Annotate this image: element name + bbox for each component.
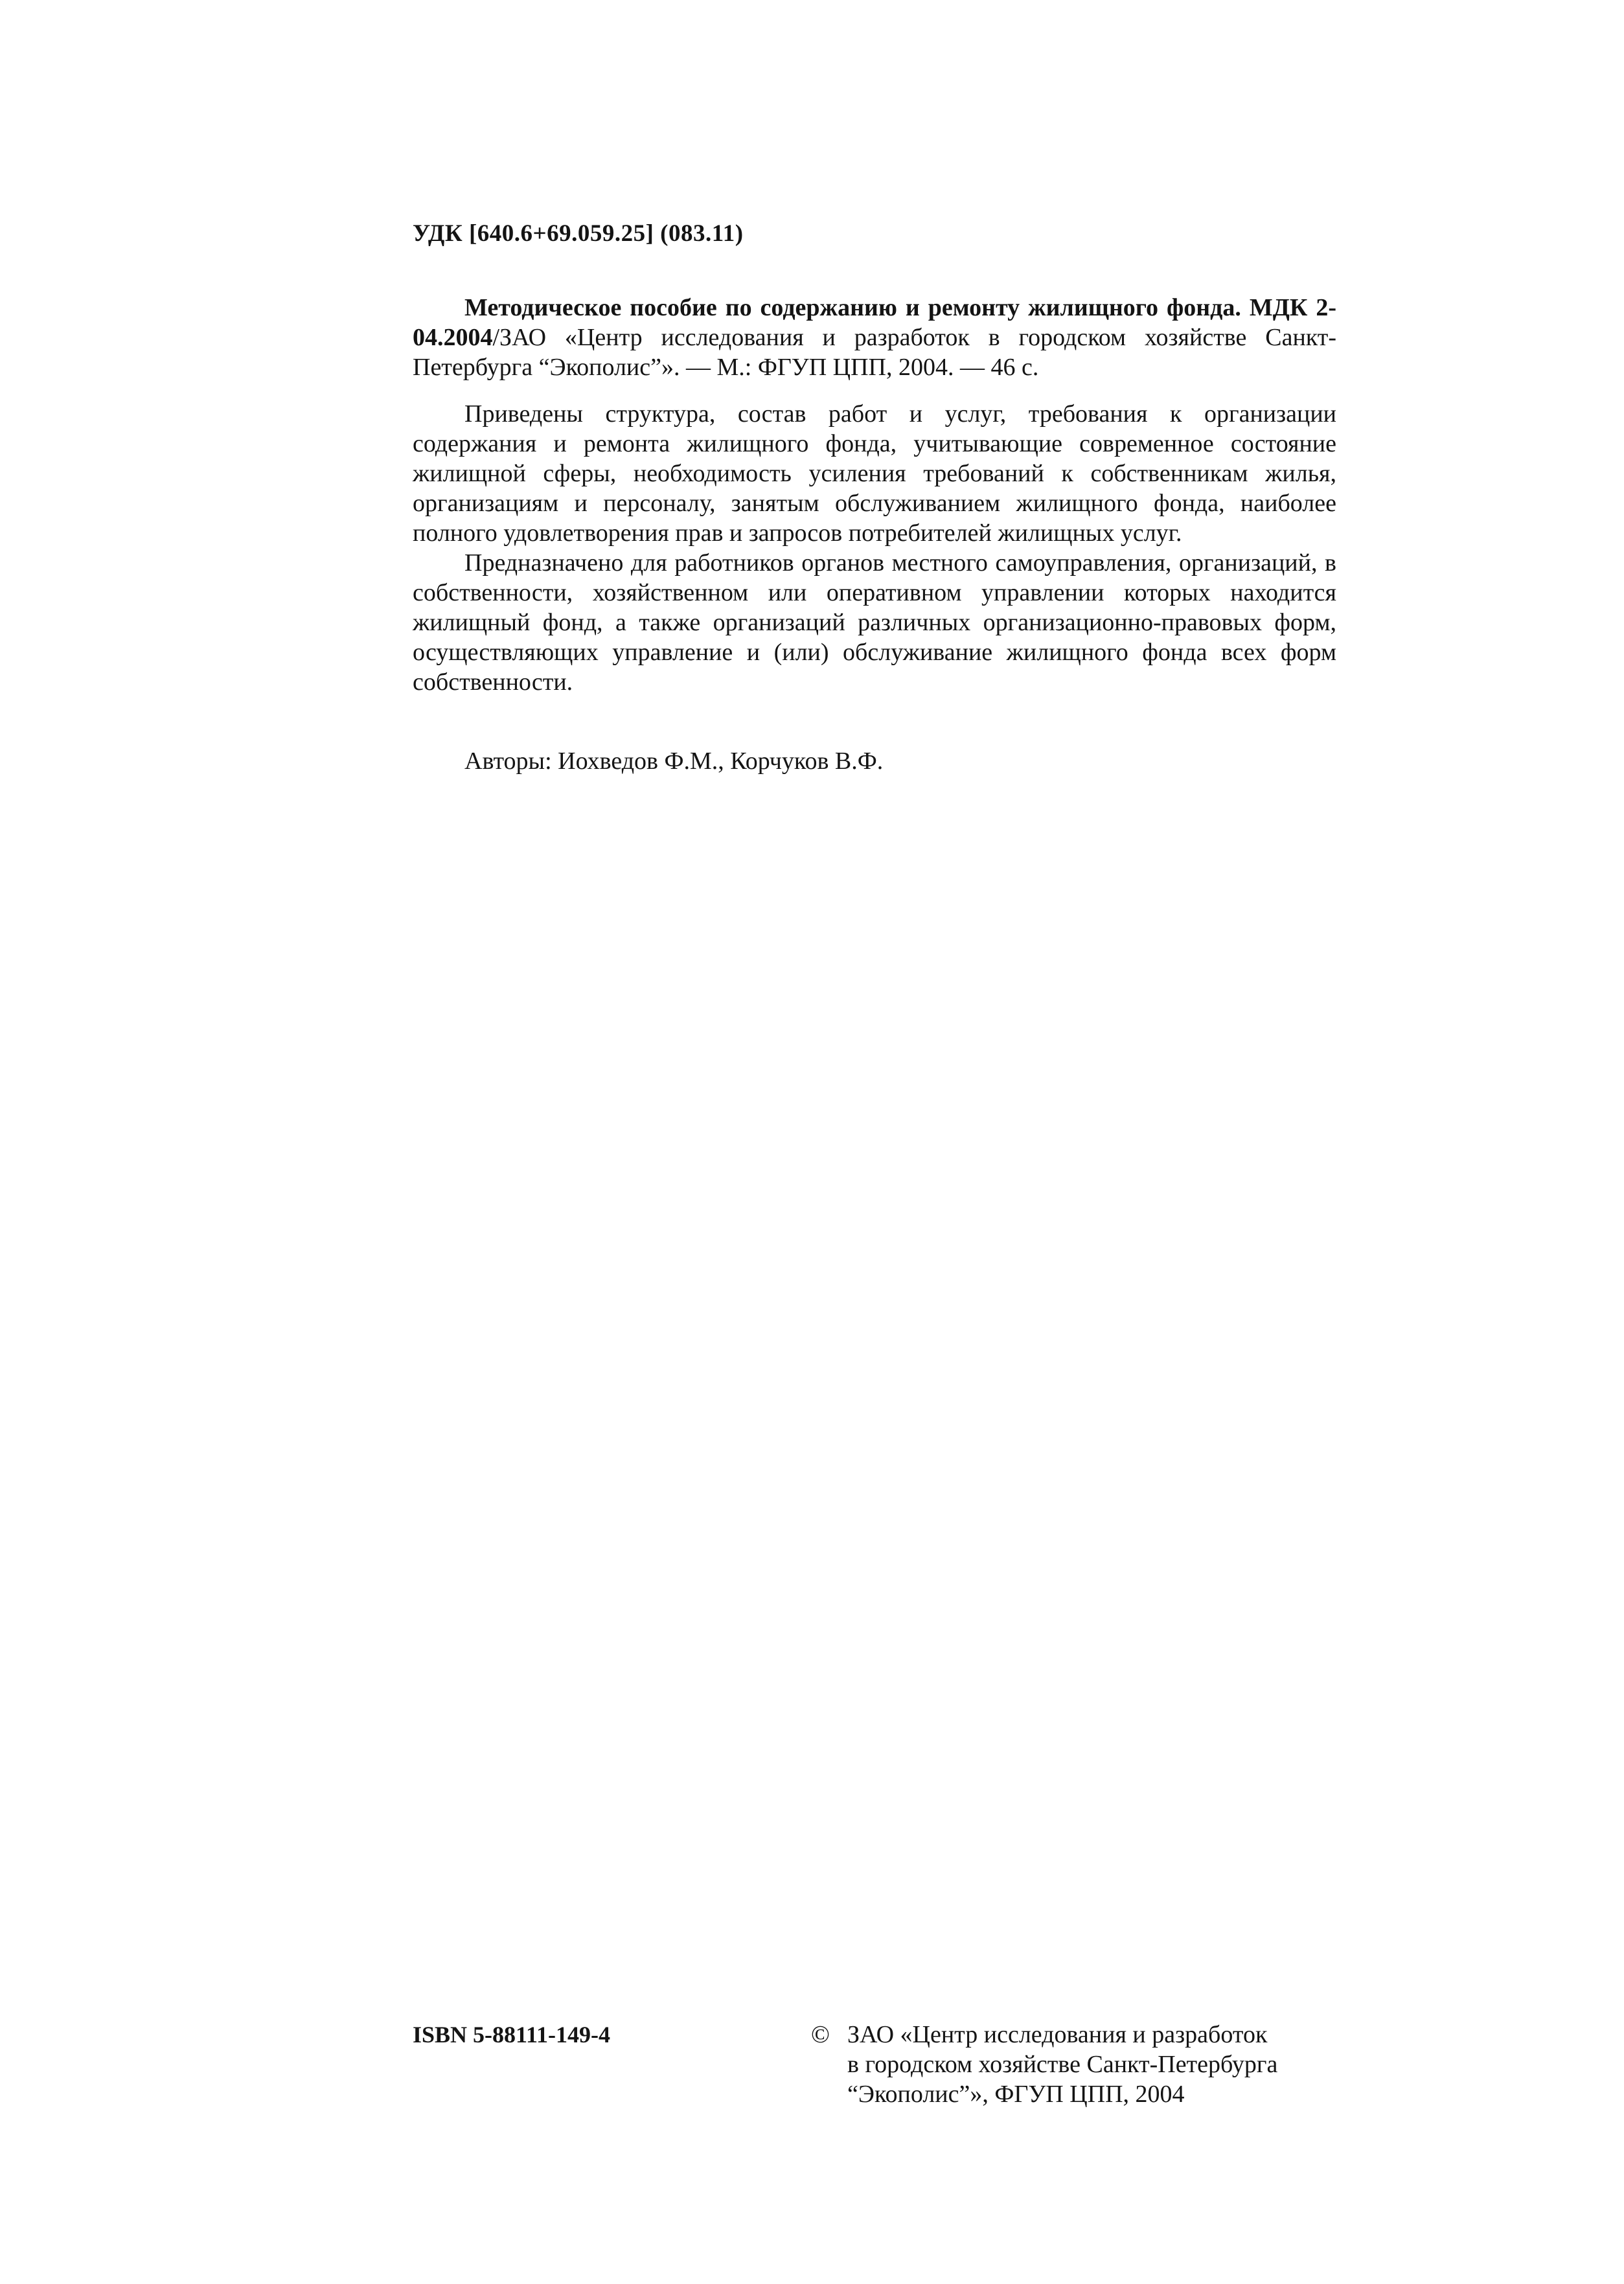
bibliographic-reference [413, 293, 1336, 382]
abstract [413, 399, 1336, 697]
udk-code: УДК [640.6+69.059.25] (083.11) [413, 220, 744, 247]
authors: Авторы: Иохведов Ф.М., Корчуков В.Ф. [464, 748, 884, 775]
copyright-symbol: © [811, 2021, 830, 2048]
reference-title: Методическое пособие по содержанию и ремонту жилищного фонда. МДК 2-04.2004 [413, 294, 1336, 351]
copyright-line-1 [811, 2020, 1355, 2050]
copyright-line-2: в городском хозяйстве Санкт-Петербурга [847, 2051, 1278, 2078]
reference-publisher: /ЗАО «Центр исследования и разработок в городском хозяйстве Санкт-Петербурга “Экополис”». — М.: ФГУП ЦПП, 2004. — 46 с. [413, 324, 1336, 381]
abstract-paragraph-2: Предназначено для работников органов местного самоуправления, организаций, в собственности, хозяйственном или оперативном управлении которых находится жилищный фонд, а также организаций различных организационно-правовых форм, осуществляющих управление и (или) обслуживание жилищного фонда всех форм собственности. [413, 549, 1336, 696]
abstract-paragraph-1: Приведены структура, состав работ и услуг, требования к организации содержания и ремонта жилищного фонда, учитывающие современное состояние жилищной сферы, необходимость усиления требований к собственникам жилья, организациям и персоналу, занятым обслуживанием жилищного фонда, наиболее полного удовлетворения прав и запросов потребителей жилищных услуг. [413, 400, 1336, 547]
isbn: ISBN 5-88111-149-4 [413, 2022, 611, 2048]
copyright-block [811, 2020, 1355, 2109]
copyright-line-3: “Экополис”», ФГУП ЦПП, 2004 [847, 2081, 1185, 2108]
copyright-text-1: ЗАО «Центр исследования и разработок [847, 2021, 1268, 2048]
